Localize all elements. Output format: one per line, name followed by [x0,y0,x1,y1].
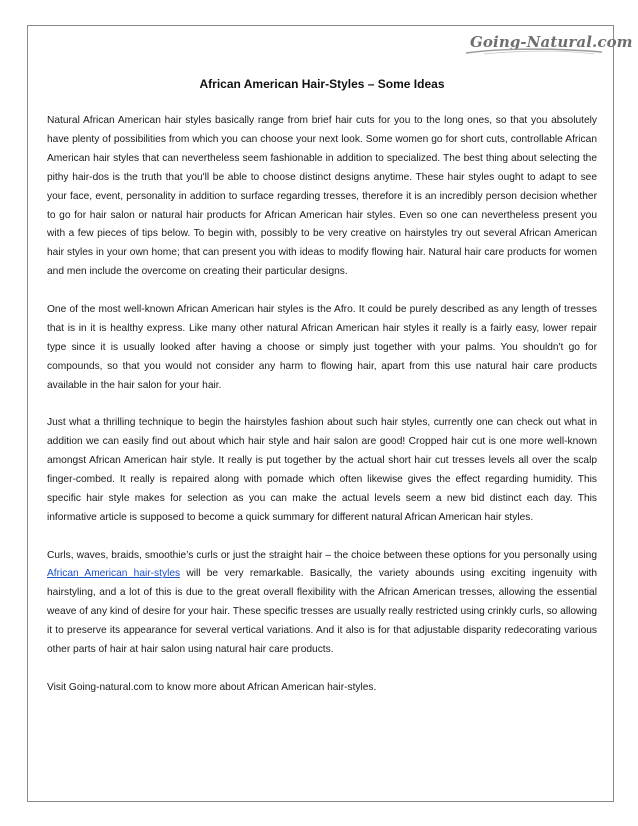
document-body [47,112,597,716]
paragraph-4-before: Curls, waves, braids, smoothie’s curls or just the straight hair – the choice between these options for you personally using [47,549,597,561]
site-logo-text: Going-Natural.com [470,33,633,51]
african-american-hairstyles-link[interactable]: African American hair-styles [47,568,181,580]
closing-line: Visit Going-natural.com to know more about African American hair-styles. [47,681,377,693]
paragraph-2: One of the most well-known African American hair styles is the Afro. It could be purely described as any length of tresses that is in it is healthy express. Like many other natural African American hair styles it really is a fairly easy, lower repair type since it is usually looked after having a choose or simply just together with your palms. You shouldn't go for compounds, so that you would not consider any harm to flowing hair, apart from this use natural hair care products available in the hair salon for your hair. [47,303,597,391]
paragraph-3: Just what a thrilling technique to begin the hairstyles fashion about such hair styles, currently one can check out what in addition we can easily find out about which hair style and hair salon are good! Cropped hair cut is one more well-known amongst African American hair style. It really is put together by the actual short hair cut tresses levels all over the scalp finger-combed. It really is repaired along with pomade which often likewise gives the effect regarding humidity. This specific hair style makes for selection as you can make the actual levels seem a new bid distinct each day. This informative article is supposed to become a quick summary for different natural African American hair styles. [47,417,597,523]
logo-swoosh-icon [464,46,604,56]
paragraph-1: Natural African American hair styles basically range from brief hair cuts for you to the long ones, so that you absolutely have plenty of possibilities from which you can choose your next look. Some women go for short cuts, controllable African American hair styles that can nevertheless seem fashionable in addition to specialized. The best thing about selecting the pithy hair-dos is the truth that you'll be able to choose distinct designs anytime. These hair styles ought to adapt to see your face, event, personality in addition to surface regarding tresses, therefore it is an incredibly person decision whether to go for hair salon or natural hair products for African American hair styles. Even so one can nevertheless present you with a few pieces of tips below. To begin with, possibly to be very creative on hairstyles try out several African American hair styles in your own home; that can present you with ideas to modify flowing hair. Natural hair care products for women and men include the overcome on creating their particular designs. [47,115,597,278]
paragraph-4 [47,547,597,660]
paragraph-4-after: will be very remarkable. Basically, the variety abounds using exciting ingenuity with hairstyling, and a lot of this is due to the great overall flexibility with the African American tresses, allowing the essential weave of any kind of desire for your hair. These specific tresses are usually really restricted using crinkly curls, so allowing it to preserve its appearance for several vertical variations. And it also is for that adjustable disparity redecorating various other parts of hair at hair salon using natural hair care products. [47,568,597,656]
document-title: African American Hair-Styles – Some Ideas [199,77,445,91]
